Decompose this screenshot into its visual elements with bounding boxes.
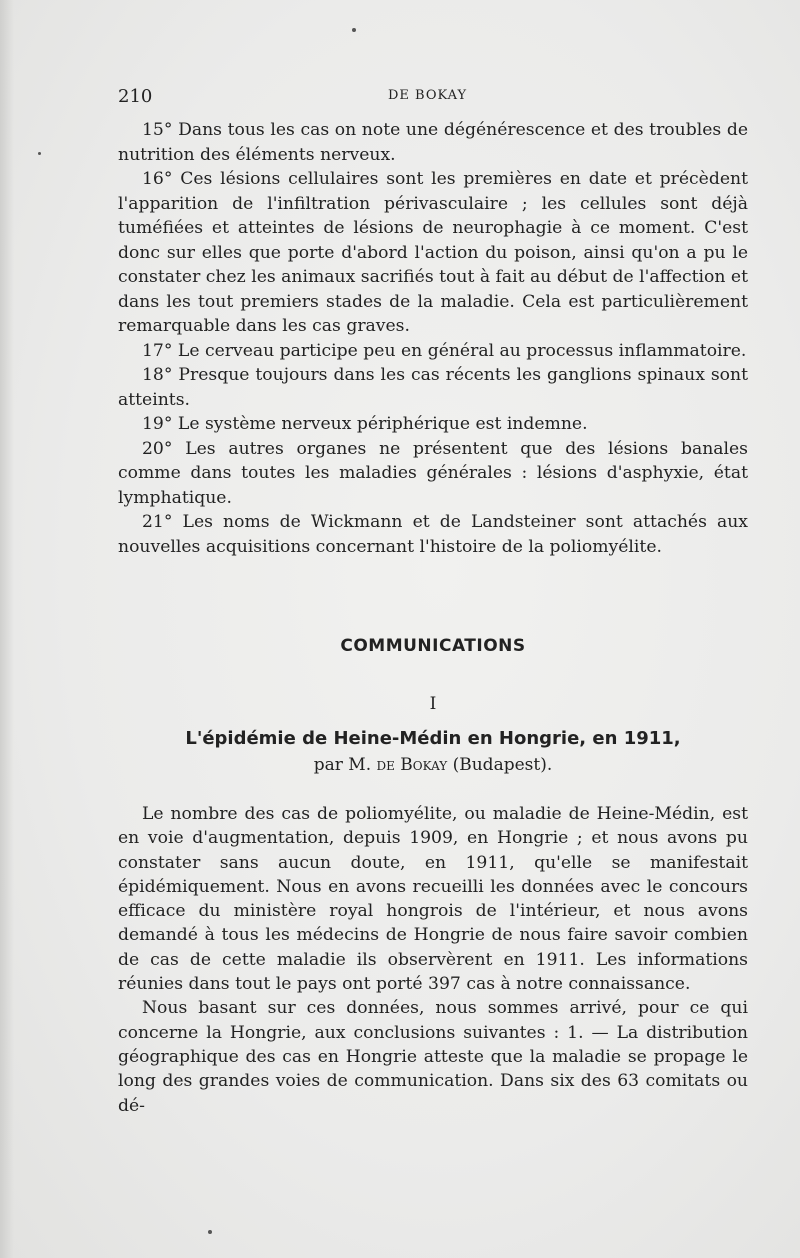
- paragraph: 18° Presque toujours dans les cas récents les ganglions spinaux sont atteints.: [118, 365, 748, 410]
- paragraph: 19° Le système nerveux périphérique est indemne.: [142, 414, 588, 434]
- byline: [118, 755, 748, 775]
- running-title: DE BOKAY: [388, 88, 468, 103]
- dust-speck: [208, 1230, 212, 1234]
- paragraph: 15° Dans tous les cas on note une dégénérescence et des troubles de nutrition des éléments nerveux.: [118, 120, 748, 165]
- byline-prefix: par M.: [313, 755, 372, 775]
- author-name: de Bokay: [376, 755, 448, 775]
- article-body: [118, 802, 748, 1118]
- page-number: 210: [118, 86, 153, 107]
- dust-speck: [38, 152, 41, 155]
- section-numeral: I: [429, 694, 437, 714]
- dust-speck: [352, 28, 356, 32]
- article-paragraph: Le nombre des cas de poliomyélite, ou maladie de Heine-Médin, est en voie d'augmentation, depuis 1909, en Hongrie ; et nous avons pu constater sans aucun doute, en 1911, qu'elle se manifestait épidémiquement. Nous en avons recueilli les données avec le concours efficace du ministère royal hongrois de l'intérieur, et nous avons demandé à tous les médecins de Hongrie de nous faire savoir combien de cas de cette maladie ils observèrent en 1911. Les informations réunies dans tout le pays ont porté 397 cas à notre connaissance.: [118, 804, 748, 995]
- communications-section: [118, 636, 748, 775]
- paragraph: 20° Les autres organes ne présentent que des lésions banales comme dans toutes les maladies générales : lésions d'asphyxie, état lymphatique.: [118, 438, 748, 508]
- running-head: [118, 86, 748, 110]
- section-heading: COMMUNICATIONS: [340, 636, 526, 656]
- paragraph: 16° Ces lésions cellulaires sont les premières en date et précèdent l'apparition de l'infiltration périvasculaire ; les cellules sont déjà tuméfiées et atteintes de lésions de neurophagie à ce moment. C'est donc sur elles que porte d'abord l'action du poison, ainsi qu'on a pu le constater chez les animaux sacrifiés tout à fait au début de l'affection et dans les tout premiers stades de la maladie. Cela est particulièrement remarquable dans les cas graves.: [118, 169, 748, 336]
- article-paragraph: Nous basant sur ces données, nous sommes arrivé, pour ce qui concerne la Hongrie, aux conclusions suivantes : 1. — La distribution géographique des cas en Hongrie atteste que la maladie se propage le long des grandes voies de communication. Dans six des 63 comitats ou dé-: [118, 998, 748, 1116]
- paragraph: 21° Les noms de Wickmann et de Landsteiner sont attachés aux nouvelles acquisitions concernant l'histoire de la poliomyélite.: [118, 512, 748, 557]
- author-place: (Budapest).: [452, 755, 553, 775]
- conclusions-list: [118, 118, 748, 559]
- binding-shadow: [0, 0, 14, 1258]
- paragraph: 17° Le cerveau participe peu en général au processus inflammatoire.: [142, 340, 747, 361]
- article-title: L'épidémie de Heine-Médin en Hongrie, en 1911,: [185, 728, 681, 749]
